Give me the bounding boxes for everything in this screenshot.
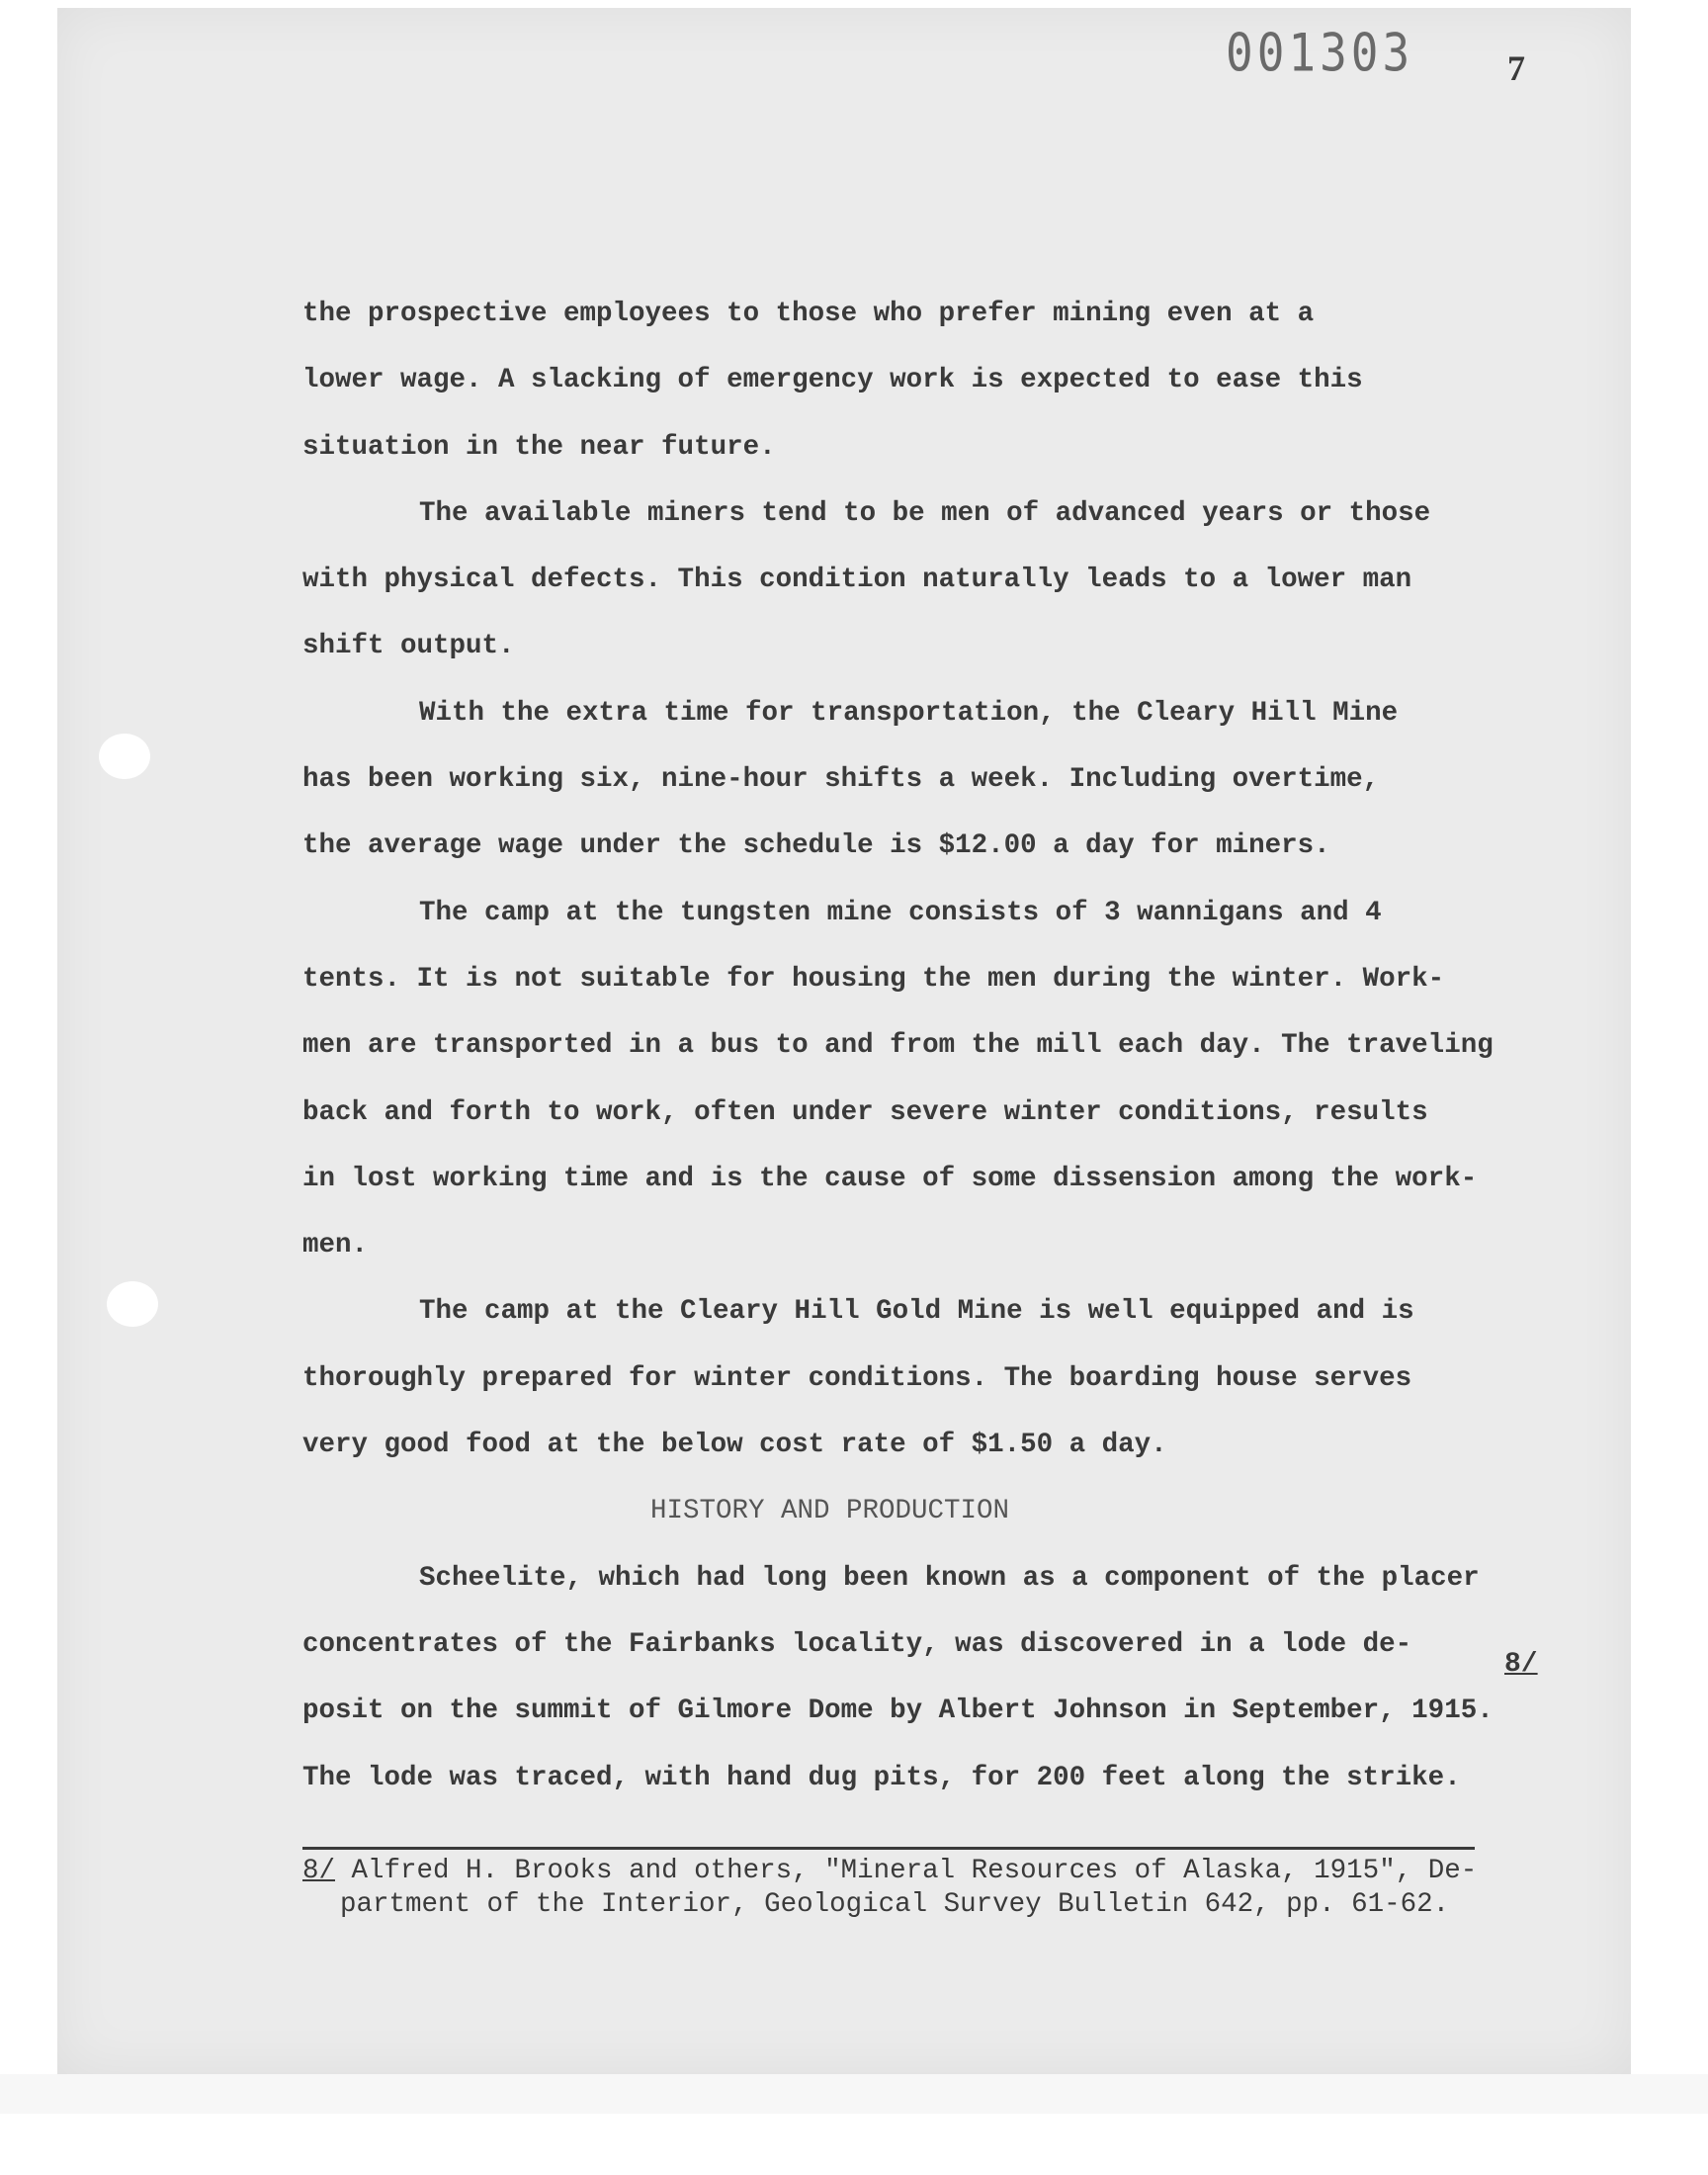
body-line: back and forth to work, often under severe winter conditions, results [302,1096,1428,1128]
footnote-divider [302,1847,1475,1850]
body-line: men are transported in a bus to and from the mill each day. The traveling [302,1030,1494,1062]
footnote-ref: 8/ [302,1856,336,1886]
body-line: thoroughly prepared for winter conditions. The boarding house serves [302,1362,1412,1394]
body-line: lower wage. A slacking of emergency work is expected to ease this [302,365,1363,396]
body-line: posit on the summit of Gilmore Dome by Albert Johnson in September, 1915. [302,1696,1494,1727]
body-line: the prospective employees to those who prefer mining even at a [302,299,1315,329]
footnote-text: Alfred H. Brooks and others, "Mineral Resources of Alaska, 1915", De- [335,1856,1478,1886]
body-line: The available miners tend to be men of advanced years or those [419,497,1431,529]
punch-hole-top [99,734,150,779]
body-line: has been working six, nine-hour shifts a week. Including overtime, [302,764,1380,796]
body-line: the average wage under the schedule is $12.00 a day for miners. [302,830,1330,862]
footnote [302,1855,1548,1922]
body-line: with physical defects. This condition naturally leads to a lower man [302,565,1412,596]
document-stamp-number: 001303 [1226,22,1414,84]
body-line: With the extra time for transportation, the Cleary Hill Mine [419,697,1399,729]
footnote-line: partment of the Interior, Geological Survey Bulletin 642, pp. 61-62. [340,1889,1450,1920]
body-line: situation in the near future. [302,431,776,463]
body-line: in lost working time and is the cause of some dissension among the work- [302,1163,1478,1194]
body-line: Scheelite, which had long been known as a component of the placer [419,1562,1480,1594]
body-line: very good food at the below cost rate of $1.50 a day. [302,1430,1167,1461]
section-heading: HISTORY AND PRODUCTION [650,1496,1010,1527]
body-line: The camp at the tungsten mine consists of 3 wannigans and 4 [419,897,1382,928]
body-line: shift output. [302,631,515,662]
punch-hole-bottom [107,1281,158,1327]
body-line: The camp at the Cleary Hill Gold Mine is well equipped and is [419,1296,1414,1328]
body-line: men. [302,1230,369,1262]
body-line: tents. It is not suitable for housing the men during the winter. Work- [302,963,1445,995]
body-line: The lode was traced, with hand dug pits, for 200 feet along the strike. [302,1762,1461,1793]
page-number: 7 [1507,48,1525,88]
body-line: concentrates of the Fairbanks locality, was discovered in a lode de- [302,1628,1412,1660]
scan-bottom-margin [0,2074,1708,2114]
body-text [302,281,1548,1811]
footnote-line [302,1855,1548,1888]
footnote-marker: 8/ [1504,1649,1538,1680]
